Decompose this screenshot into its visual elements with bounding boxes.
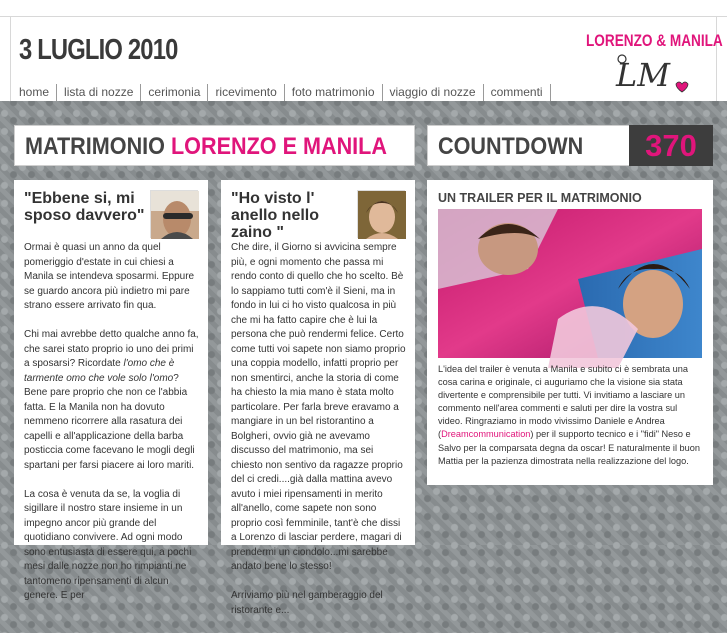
page-title-highlight: LORENZO E MANILA [170, 133, 387, 160]
post-title[interactable]: "Ebbene si, mi sposo davvero" [24, 190, 145, 224]
post-paragraph: Ormai è quasi un anno da quel pomeriggio d'estate in cui chiesi a Manila se intendeva sposarmi. Eppure se guardo ancora più indietro mi pare strano essere arrivato fin qua. [24, 242, 195, 311]
nav-commenti[interactable]: commenti [484, 84, 551, 101]
dreamcommunication-link[interactable]: Dreamcommunication [441, 429, 531, 440]
logo-monogram-text: LM [616, 56, 671, 94]
trailer-description: L'idea del trailer è venuta a Manila e subito ci è sembrata una cosa carina e originale, ci auguriamo che la visione sia stata divertente e comprensibile per tutti. Vi invitiamo a lasciare un commento nell'area commenti e saluti per dire la vostra sul video. Ringraziamo in modo vivissimo Daniele e Andrea (Dreamcommunication) per il supporto tecnico e i "fidi" Neso e Salvo per la comparsata degna da oscar! E naturalmente il buon Mattia per la pazienza dimostrata nella realizzazione del logo. [438, 364, 701, 466]
heart-icon [676, 82, 688, 92]
site-name[interactable]: LORENZO & MANILA [586, 31, 723, 50]
post-manila [221, 180, 415, 616]
avatar-lorenzo [150, 190, 198, 238]
post-paragraph: La cosa è venuta da se, la voglia di sigillare il nostro stare insieme in un impegno ancor più grande del quotidiano convivere. Ad ogni modo sono entusiasta di essere qui, a pochi mesi dalle nozze non ho rimpianti ne tantomeno ripensamenti di alcun genere. E per [24, 488, 192, 601]
trailer-scene-image [438, 209, 702, 358]
avatar-photo-icon [358, 191, 406, 239]
nav-cerimonia[interactable]: cerimonia [141, 84, 208, 101]
countdown-value: 370 [629, 125, 713, 166]
site-header [0, 0, 727, 101]
post-paragraph: Che dire, il Giorno si avvicina sempre più, e ogni momento che passa mi rendo conto di quello che ho scelto. Bè lo sappiamo tutti com'è il Sieni, ma in fondo in lui ci ho visto qualcosa in più che mi ha fatto capire che è lui la persona che può rendermi felice. Certo come tutti voi sapete non siamo proprio una coppia modello, infatti proprio per non smentirci, anche la storia di come ha chiesto la mia mano è stata molto particolare. Per farla breve eravamo a mangiare in un bel ristorantino a Bolgheri, ovvio già ne avevamo discusso del matrimonio, ma sei chiesto non sentivo da ragazze proprio del ci credi....già dalla mattina avevo avuto i miei ripensamenti in merito all'anello, come sapete non sono proprio così femminile, tant'è che dissi a Lorenzo di lasciar perdere, magari di prendermi un ciondolo...mi sarebbe andato bene lo stesso! [231, 242, 406, 572]
post-lorenzo [14, 180, 208, 601]
nav-viaggio-di-nozze[interactable]: viaggio di nozze [383, 84, 484, 101]
main-navigation [11, 84, 551, 101]
avatar-photo-icon [151, 191, 199, 239]
trailer-panel [427, 180, 713, 485]
header-border-right [716, 16, 717, 101]
nav-foto-matrimonio[interactable]: foto matrimonio [285, 84, 383, 101]
main-title-bar [14, 125, 415, 166]
page-title-prefix: MATRIMONIO [25, 133, 165, 160]
post-paragraph: Chi mai avrebbe detto qualche anno fa, che sarei stato proprio io uno dei primi a sposarsi? Ricordate l'omo che è tarmente omo che vole solo l'omo? Bene pare proprio che non ce l'abbia fatta. E la Manila non ha dovuto nemmeno ricorrere alla rasatura dei capelli e all'applicazione della barba posticcia come facevano le mogli degli spartani per farsi piacere ai loro mariti. [24, 329, 199, 471]
post-body [24, 241, 200, 618]
site-date: 3 LUGLIO 2010 [19, 34, 178, 66]
post-body [231, 241, 407, 633]
post-title[interactable]: "Ho visto l' anello nello zaino " [231, 190, 320, 241]
trailer-title[interactable]: UN TRAILER PER IL MATRIMONIO [438, 191, 642, 205]
nav-home[interactable]: home [11, 84, 57, 101]
nav-ricevimento[interactable]: ricevimento [208, 84, 284, 101]
countdown-label: COUNTDOWN [438, 133, 584, 160]
post-paragraph: Arriviamo più nel gamberaggio del ristorante e... [231, 590, 383, 616]
avatar-manila [357, 190, 405, 238]
page-title [25, 133, 387, 161]
lm-monogram-logo[interactable] [610, 50, 690, 96]
nav-lista-di-nozze[interactable]: lista di nozze [57, 84, 141, 101]
trailer-video-thumbnail[interactable] [438, 209, 702, 358]
countdown-bar [427, 125, 713, 166]
header-border-top [0, 16, 727, 17]
